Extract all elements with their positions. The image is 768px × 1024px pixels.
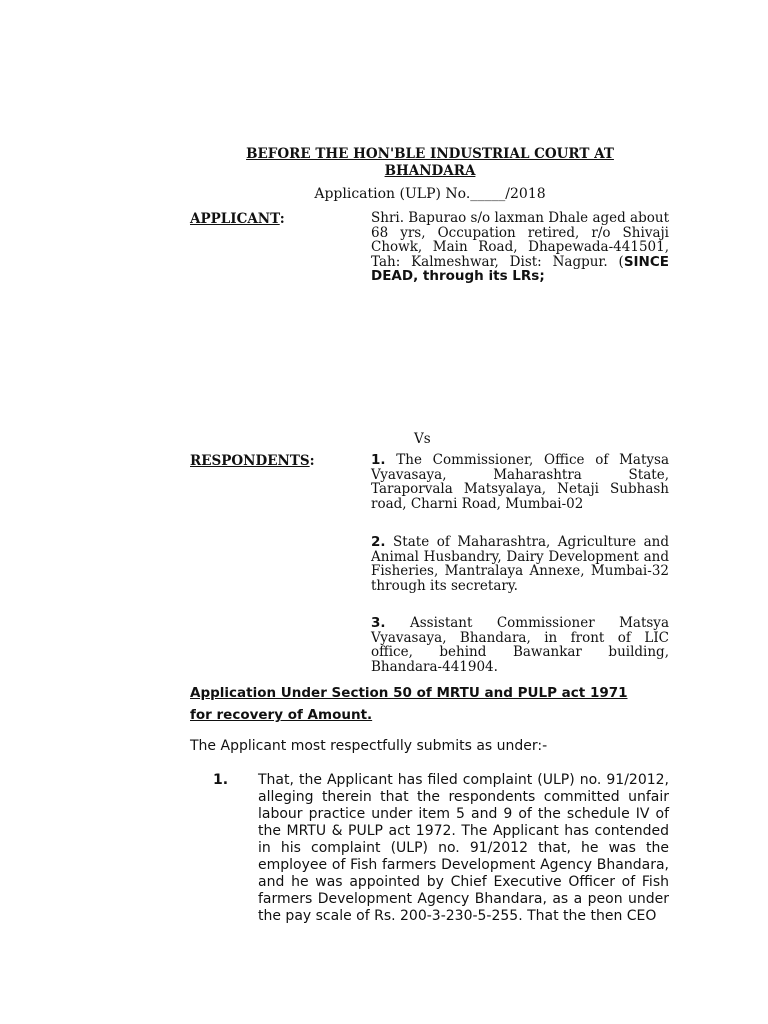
court-title — [190, 146, 670, 180]
applicant-details — [371, 211, 669, 284]
applicant-label — [190, 212, 285, 227]
application-number: Application (ULP) No._____/2018 — [314, 186, 546, 202]
respondent-number: 1. — [371, 452, 386, 468]
intro-text: The Applicant most respectfully submits as under:- — [190, 738, 548, 754]
application-heading-line1: Application Under Section 50 of MRTU and PULP act 1971 — [190, 685, 628, 701]
application-heading-line2: for recovery of Amount. — [190, 707, 373, 723]
paragraph-number: 1. — [213, 772, 229, 788]
applicant-label-text: APPLICANT — [190, 211, 280, 227]
respondent-text: The Commissioner, Office of Matysa Vyavasaya, Maharashtra State, Taraporvala Matsyalaya, Netaji Subhash road, Charni Road, Mumbai-02 — [371, 452, 669, 512]
respondents-label-colon: : — [309, 453, 315, 469]
respondent-item — [371, 535, 669, 593]
versus-label: Vs — [414, 431, 431, 447]
respondent-number: 2. — [371, 534, 386, 550]
respondent-text: Assistant Commissioner Matsya Vyavasaya, Bhandara, in front of LIC office, behind Bawankar building, Bhandara-441904. — [371, 615, 669, 675]
respondents-label — [190, 454, 315, 469]
court-title-line1: BEFORE THE HON'BLE INDUSTRIAL COURT AT — [246, 146, 614, 162]
applicant-label-colon: : — [279, 211, 285, 227]
paragraph-text: That, the Applicant has filed complaint (ULP) no. 91/2012, alleging therein that the respondents committed unfair labour practice under item 5 and 9 of the schedule IV of the MRTU & PULP act 1972. The Applicant has contended in his complaint (ULP) no. 91/2012 that, he was the employee of Fish farmers Development Agency Bhandara, and he was appointed by Chief Executive Officer of Fish farmers Development Agency Bhandara, as a peon under the pay scale of Rs. 200-3-230-5-255. That the then CEO — [258, 772, 669, 924]
respondents-label-text: RESPONDENTS — [190, 453, 310, 469]
applicant-bold-text: SINCE DEAD, through its LRs; — [371, 253, 669, 285]
respondent-number: 3. — [371, 615, 386, 631]
applicant-text: Shri. Bapurao s/o laxman Dhale aged about 68 yrs, Occupation retired, r/o Shivaji Chowk, Main Road, Dhapewada-441501, Tah: Kalmeshwar, Dist: Nagpur. ( — [371, 210, 669, 270]
respondent-text: State of Maharashtra, Agriculture and Animal Husbandry, Dairy Development and Fisheries, Mantralaya Annexe, Mumbai-32 through its secretary. — [371, 534, 669, 594]
respondent-item — [371, 453, 669, 511]
court-title-line2: BHANDARA — [384, 163, 476, 179]
respondent-item — [371, 616, 669, 674]
